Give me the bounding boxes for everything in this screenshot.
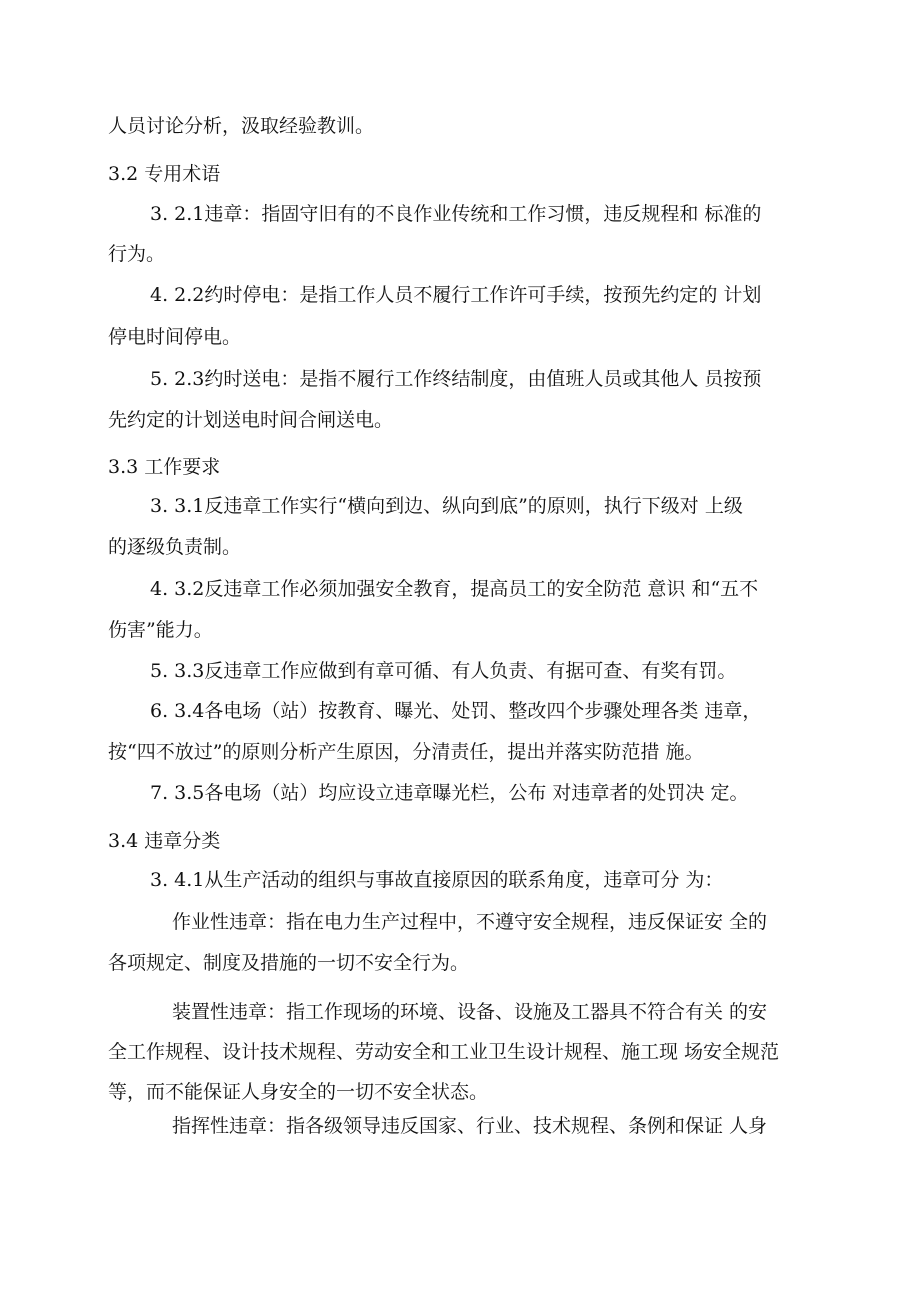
- text-line-15: 6. 3.4各电场（站）按教育、曝光、处罚、整改四个步骤处理各类 违章，: [150, 700, 762, 722]
- text-line-13: 伤害”能力。: [108, 619, 213, 641]
- text-line-12: 4. 3.2反违章工作必须加强安全教育，提高员工的安全防范 意识 和“五不: [150, 578, 759, 600]
- text-line-8: 先约定的计划送电时间合闸送电。: [108, 409, 394, 431]
- text-line-14: 5. 3.3反违章工作应做到有章可循、有人负责、有据可查、有奖有罚。: [150, 660, 737, 682]
- text-line-7: 5. 2.3约时送电：是指不履行工作终结制度，由值班人员或其他人 员按预: [150, 368, 762, 390]
- text-line-21: 各项规定、制度及措施的一切不安全行为。: [108, 952, 470, 974]
- text-line-17: 7. 3.5各电场（站）均应设立违章曝光栏，公布 对违章者的处罚决 定。: [150, 782, 749, 804]
- text-line-3: 3. 2.1违章：指固守旧有的不良作业传统和工作习惯，违反规程和 标准的: [150, 203, 762, 225]
- text-line-10: 3. 3.1反违章工作实行“横向到边、纵向到底”的原则，执行下级对 上级: [150, 495, 743, 517]
- text-line-1: 人员讨论分析，汲取经验教训。: [108, 115, 375, 137]
- text-line-25: 指挥性违章：指各级领导违反国家、行业、技术规程、条例和保证 人身: [172, 1115, 768, 1137]
- text-line-23: 全工作规程、设计技术规程、劳动安全和工业卫生设计规程、施工现 场安全规范: [108, 1041, 780, 1063]
- section-heading-3-2: 3.2 专用术语: [108, 163, 221, 185]
- text-line-24: 等，而不能保证人身安全的一切不安全状态。: [108, 1081, 489, 1103]
- text-line-11: 的逐级负责制。: [108, 536, 242, 558]
- text-line-5: 4. 2.2约时停电：是指工作人员不履行工作许可手续，按预先约定的 计划: [150, 284, 762, 306]
- text-line-4: 行为。: [108, 243, 166, 265]
- text-line-20: 作业性违章：指在电力生产过程中，不遵守安全规程，违反保证安 全的: [172, 911, 768, 933]
- text-line-6: 停电时间停电。: [108, 326, 242, 348]
- text-line-16: 按“四不放过”的原则分析产生原因，分清责任，提出并落实防范措 施。: [108, 741, 704, 763]
- section-heading-3-3: 3.3 工作要求: [108, 456, 221, 478]
- text-line-22: 装置性违章：指工作现场的环境、设备、设施及工器具不符合有关 的安: [172, 1001, 768, 1023]
- section-heading-3-4: 3.4 违章分类: [108, 830, 221, 852]
- text-line-19: 3. 4.1从生产活动的组织与事故直接原因的联系角度，违章可分 为：: [150, 869, 724, 891]
